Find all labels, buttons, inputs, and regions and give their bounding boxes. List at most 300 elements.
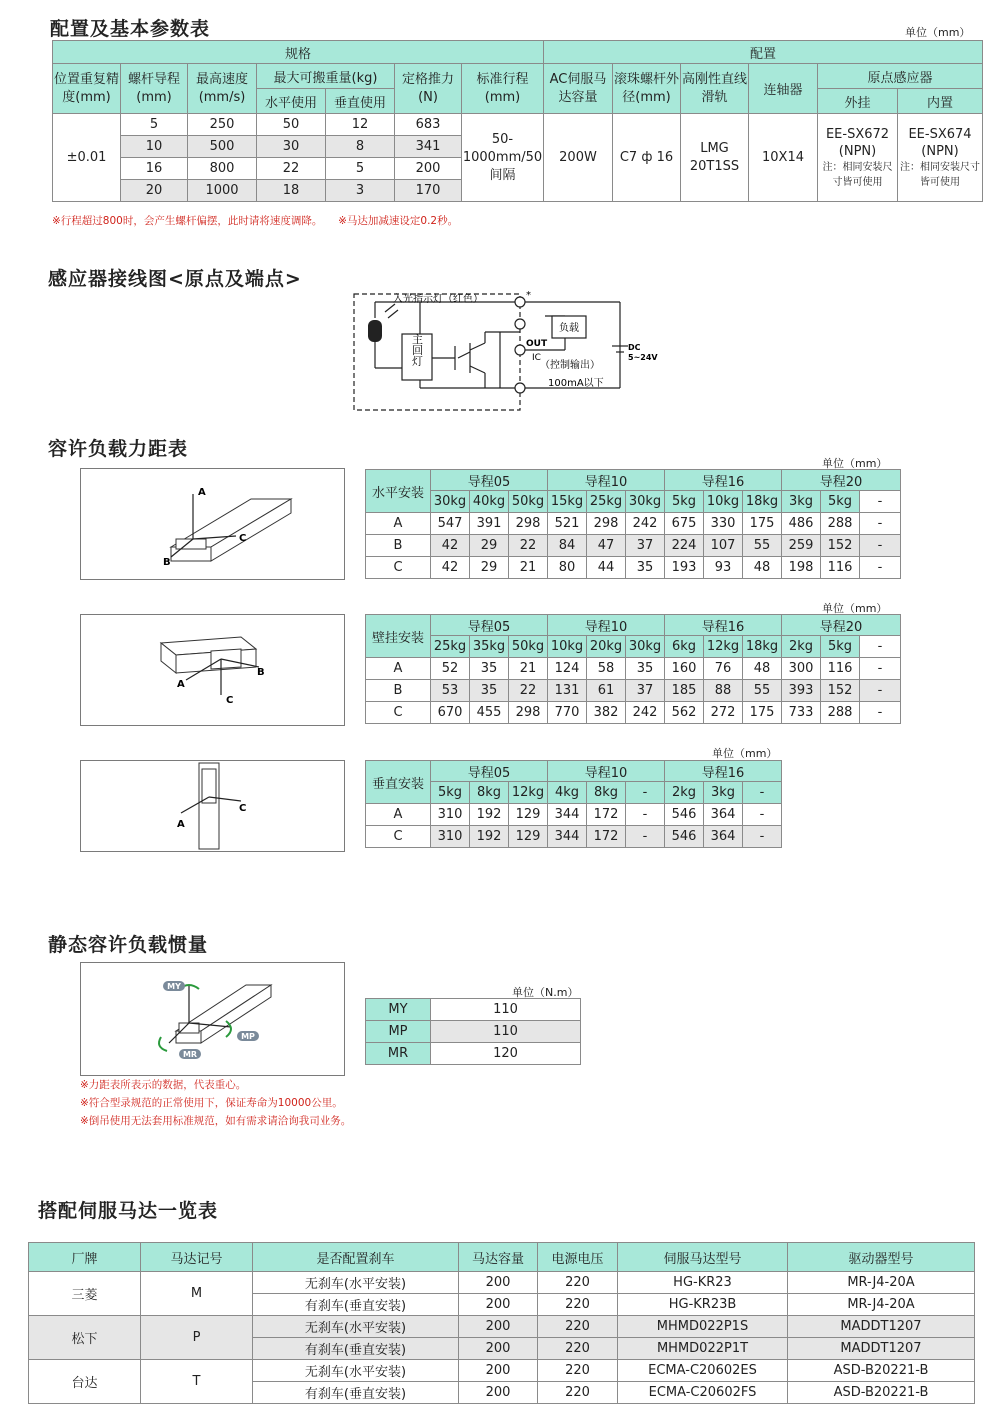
- thrust-cell: 683: [395, 114, 462, 136]
- moment-value: 116: [821, 557, 860, 579]
- weight-header: 4kg: [548, 782, 587, 804]
- ic-label: IC: [532, 353, 541, 363]
- weight-header: 12kg: [704, 636, 743, 658]
- speed-header: 最高速度(mm/s): [188, 64, 257, 114]
- motors-header: 厂牌: [29, 1243, 141, 1272]
- star-mark: *: [526, 290, 531, 301]
- moment-value: 192: [470, 804, 509, 826]
- spec-group-header: 规格: [53, 41, 544, 64]
- table-row: [366, 513, 901, 535]
- moment-value: 55: [743, 535, 782, 557]
- dash-cell: -: [860, 535, 901, 557]
- moment-value: 330: [704, 513, 743, 535]
- coupling-header: 连轴器: [749, 64, 818, 114]
- moment-value: 35: [626, 658, 665, 680]
- axis-c-label: C: [239, 533, 247, 544]
- horizontal-unit: 单位（mm）: [822, 457, 888, 470]
- moment-value: 391: [470, 513, 509, 535]
- motors-header: 驱动器型号: [788, 1243, 975, 1272]
- lead-header: 导程20: [782, 470, 901, 491]
- weight-header: 8kg: [470, 782, 509, 804]
- weight-header: 2kg: [665, 782, 704, 804]
- inertia-notes: [80, 1076, 351, 1130]
- moment-value: 42: [431, 557, 470, 579]
- lead-header: 导程10: [548, 470, 665, 491]
- motor-model-cell: ECMA-C20602FS: [618, 1382, 788, 1404]
- weight-header: 5kg: [431, 782, 470, 804]
- speed-cell: 800: [188, 158, 257, 180]
- stroke-value: 50-1000mm/50间隔: [462, 114, 544, 202]
- vertical-unit: 单位（mm）: [712, 747, 778, 760]
- row-label: A: [366, 658, 431, 680]
- row-label: A: [366, 804, 431, 826]
- moment-value: 172: [587, 804, 626, 826]
- weight-header: 50kg: [509, 636, 548, 658]
- guide-header: 高刚性直线滑轨: [681, 64, 749, 114]
- moment-value: 53: [431, 680, 470, 702]
- moment-value: 300: [782, 658, 821, 680]
- table-row: [366, 702, 901, 724]
- moment-value: 29: [470, 535, 509, 557]
- capacity-cell: 200: [459, 1316, 538, 1338]
- capacity-cell: 200: [459, 1360, 538, 1382]
- moment-value: 298: [509, 513, 548, 535]
- spec-table: [52, 40, 983, 202]
- weight-header: 6kg: [665, 636, 704, 658]
- weight-header: 3kg: [782, 491, 821, 513]
- lead-header: 导程16: [665, 761, 782, 782]
- moment-value: 116: [821, 658, 860, 680]
- moment-value: 670: [431, 702, 470, 724]
- dash-cell: -: [860, 702, 901, 724]
- dash-cell: -: [860, 557, 901, 579]
- brake-cell: 无刹车(水平安装): [253, 1316, 459, 1338]
- mount-label: 垂直安装: [366, 761, 431, 804]
- vertical-moment-table: [365, 760, 782, 848]
- moment-value: 35: [626, 557, 665, 579]
- thrust-cell: 200: [395, 158, 462, 180]
- axis-b-label: B: [163, 557, 171, 568]
- moment-value: 84: [548, 535, 587, 557]
- brake-cell: 无刹车(水平安装): [253, 1272, 459, 1294]
- moment-value: 393: [782, 680, 821, 702]
- motor-model-cell: MHMD022P1T: [618, 1338, 788, 1360]
- moment-value: 42: [431, 535, 470, 557]
- weight-header: 40kg: [470, 491, 509, 513]
- payload-header: 最大可搬重量(kg): [257, 64, 395, 89]
- dash-cell: -: [860, 636, 901, 658]
- voltage-cell: 220: [538, 1338, 618, 1360]
- moment-value: 52: [431, 658, 470, 680]
- dc-label: DC: [628, 343, 641, 352]
- weight-header: 10kg: [548, 636, 587, 658]
- moment-value: 259: [782, 535, 821, 557]
- inertia-title: 静态容许负载惯量: [48, 934, 209, 956]
- weight-header-row: [366, 491, 901, 513]
- motors-header: 是否配置刹车: [253, 1243, 459, 1272]
- motors-header-row: [29, 1243, 975, 1272]
- inertia-table: [365, 998, 581, 1065]
- moment-value: 55: [743, 680, 782, 702]
- motor-header: AC伺服马达容量: [544, 64, 613, 114]
- note-line: ※力距表所表示的数据，代表重心。: [80, 1079, 247, 1091]
- vertical-cell: 8: [326, 136, 395, 158]
- row-label: B: [366, 535, 431, 557]
- moment-value: 298: [587, 513, 626, 535]
- table-row: [366, 557, 901, 579]
- external-sensor: [818, 114, 898, 202]
- thrust-header: 定格推力(N): [395, 64, 462, 114]
- control-label: （控制输出）: [540, 360, 600, 371]
- table-row: [366, 999, 581, 1021]
- voltage-cell: 220: [538, 1360, 618, 1382]
- moment-value: 124: [548, 658, 587, 680]
- moment-value: 382: [587, 702, 626, 724]
- internal-model: EE-SX674: [908, 126, 972, 142]
- vertical-cell: 5: [326, 158, 395, 180]
- weight-header: 5kg: [665, 491, 704, 513]
- moment-value: 58: [587, 658, 626, 680]
- motors-header: 电源电压: [538, 1243, 618, 1272]
- brake-cell: 无刹车(水平安装): [253, 1360, 459, 1382]
- capacity-cell: 200: [459, 1338, 538, 1360]
- moment-value: 562: [665, 702, 704, 724]
- note-line: ※符合型录规范的正常使用下，保证寿命为10000公里。: [80, 1097, 343, 1109]
- internal-note: 注：相同安装尺寸皆可使用: [900, 161, 980, 188]
- row-label: C: [366, 702, 431, 724]
- moment-value: -: [743, 826, 782, 848]
- voltage-cell: 220: [538, 1272, 618, 1294]
- moment-value: 675: [665, 513, 704, 535]
- voltage-cell: 220: [538, 1316, 618, 1338]
- moment-value: -: [626, 826, 665, 848]
- moment-value: 47: [587, 535, 626, 557]
- inertia-value: 120: [431, 1043, 581, 1065]
- row-label: C: [366, 557, 431, 579]
- moment-value: 152: [821, 680, 860, 702]
- moment-value: 175: [743, 702, 782, 724]
- weight-header: 50kg: [509, 491, 548, 513]
- moment-value: 22: [509, 535, 548, 557]
- inertia-figure: [80, 962, 345, 1076]
- moment-value: 310: [431, 804, 470, 826]
- thrust-cell: 341: [395, 136, 462, 158]
- horizontal-cell: 18: [257, 180, 326, 202]
- table-row: [29, 1360, 975, 1382]
- lead-header: 导程05: [431, 615, 548, 636]
- weight-header: 10kg: [704, 491, 743, 513]
- moment-value: 547: [431, 513, 470, 535]
- moment-value: 35: [470, 680, 509, 702]
- weight-header: 35kg: [470, 636, 509, 658]
- weight-header: -: [743, 782, 782, 804]
- mount-label: 壁挂安装: [366, 615, 431, 658]
- motor-value: 200W: [544, 114, 613, 202]
- motor-model-cell: ECMA-C20602ES: [618, 1360, 788, 1382]
- motors-header: 伺服马达型号: [618, 1243, 788, 1272]
- moment-value: 521: [548, 513, 587, 535]
- moment-value: 546: [665, 804, 704, 826]
- axis-b-label: B: [257, 667, 265, 678]
- moment-value: -: [743, 804, 782, 826]
- moment-value: 37: [626, 535, 665, 557]
- moment-value: 44: [587, 557, 626, 579]
- moment-value: 272: [704, 702, 743, 724]
- mr-badge: MR: [182, 1050, 198, 1059]
- wall-mount-figure: [80, 614, 345, 726]
- table-row: [366, 826, 782, 848]
- axis-a-label: A: [198, 487, 206, 498]
- lead-header: 导程16: [665, 615, 782, 636]
- weight-header: 30kg: [626, 491, 665, 513]
- table-row: [366, 658, 901, 680]
- lead-header: 导程16: [665, 470, 782, 491]
- lead-header: 导程20: [782, 615, 901, 636]
- horizontal-cell: 22: [257, 158, 326, 180]
- moment-value: 21: [509, 557, 548, 579]
- thrust-cell: 170: [395, 180, 462, 202]
- lead-header: 导程05: [431, 761, 548, 782]
- current-label: 100mA以下: [548, 378, 604, 389]
- weight-header: 15kg: [548, 491, 587, 513]
- wall-moment-table: [365, 614, 901, 724]
- sensor-housing-outline: [354, 294, 520, 410]
- wiring-title: 感应器接线图<原点及端点>: [48, 268, 302, 290]
- row-label: C: [366, 826, 431, 848]
- weight-header: 5kg: [821, 636, 860, 658]
- coupling-value: 10X14: [749, 114, 818, 202]
- weight-header: 12kg: [509, 782, 548, 804]
- inertia-label: MR: [366, 1043, 431, 1065]
- voltage-cell: 220: [538, 1294, 618, 1316]
- moment-value: 76: [704, 658, 743, 680]
- vertical-header: 垂直使用: [326, 89, 395, 114]
- horizontal-cell: 30: [257, 136, 326, 158]
- moment-value: 21: [509, 658, 548, 680]
- moment-value: 160: [665, 658, 704, 680]
- weight-header: 5kg: [821, 491, 860, 513]
- driver-model-cell: MR-J4-20A: [788, 1294, 975, 1316]
- moment-value: 310: [431, 826, 470, 848]
- dash-cell: -: [860, 658, 901, 680]
- screw-value: C7 ф 16: [613, 114, 681, 202]
- moment-value: 172: [587, 826, 626, 848]
- motor-model-cell: HG-KR23B: [618, 1294, 788, 1316]
- config-group-header: 配置: [544, 41, 983, 64]
- row-label: A: [366, 513, 431, 535]
- table-row: [366, 680, 901, 702]
- moment-value: 455: [470, 702, 509, 724]
- horizontal-mount-figure: [80, 468, 345, 580]
- table-row: [29, 1316, 975, 1338]
- motor-code-cell: M: [141, 1272, 253, 1316]
- weight-header-row: [366, 636, 901, 658]
- wiring-diagram: [340, 288, 660, 416]
- table-row: [366, 535, 901, 557]
- spec-notes: ※行程超过800时，会产生螺杆偏摆，此时请将速度调降。 ※马达加减速设定0.2秒。: [52, 215, 459, 227]
- external-header: 外挂: [818, 89, 898, 114]
- lead-header: 导程10: [548, 615, 665, 636]
- brake-cell: 有刹车(垂直安装): [253, 1338, 459, 1360]
- internal-npn: (NPN): [921, 143, 959, 159]
- driver-model-cell: ASD-B20221-B: [788, 1360, 975, 1382]
- capacity-cell: 200: [459, 1272, 538, 1294]
- moment-value: 288: [821, 702, 860, 724]
- moment-value: 93: [704, 557, 743, 579]
- horizontal-header: 水平使用: [257, 89, 326, 114]
- moment-value: 107: [704, 535, 743, 557]
- table-row: [53, 114, 983, 136]
- external-model: EE-SX672: [825, 126, 890, 142]
- guide-value: LMG 20T1SS: [681, 114, 749, 202]
- driver-model-cell: ASD-B20221-B: [788, 1382, 975, 1404]
- horizontal-moment-table: [365, 469, 901, 579]
- spec-title: 配置及基本参数表: [50, 18, 211, 40]
- indicator-label: 入光指示灯（红色）: [393, 294, 483, 305]
- voltage-cell: 220: [538, 1382, 618, 1404]
- moment-value: 185: [665, 680, 704, 702]
- axis-c-label: C: [239, 803, 247, 814]
- moment-value: -: [626, 804, 665, 826]
- motors-table: [28, 1242, 975, 1404]
- brand-cell: 台达: [29, 1360, 141, 1404]
- spec-unit: 单位（mm）: [905, 26, 971, 39]
- vertical-cell: 12: [326, 114, 395, 136]
- main-circuit-label: 主回灯: [410, 333, 424, 367]
- internal-sensor: [898, 114, 983, 202]
- motor-code-cell: P: [141, 1316, 253, 1360]
- moment-value: 37: [626, 680, 665, 702]
- moment-value: 344: [548, 826, 587, 848]
- weight-header: 25kg: [587, 491, 626, 513]
- moment-value: 131: [548, 680, 587, 702]
- motors-header: 马达容量: [459, 1243, 538, 1272]
- speed-cell: 1000: [188, 180, 257, 202]
- motor-code-cell: T: [141, 1360, 253, 1404]
- moment-value: 88: [704, 680, 743, 702]
- inertia-label: MP: [366, 1021, 431, 1043]
- dash-cell: -: [860, 513, 901, 535]
- weight-header: 18kg: [743, 636, 782, 658]
- moment-value: 364: [704, 826, 743, 848]
- row-label: B: [366, 680, 431, 702]
- moment-title: 容许负载力距表: [48, 438, 189, 460]
- lead-header: 导程10: [548, 761, 665, 782]
- moment-value: 61: [587, 680, 626, 702]
- moment-value: 48: [743, 557, 782, 579]
- capacity-cell: 200: [459, 1294, 538, 1316]
- moment-value: 770: [548, 702, 587, 724]
- inertia-value: 110: [431, 999, 581, 1021]
- moment-value: 129: [509, 804, 548, 826]
- moment-value: 29: [470, 557, 509, 579]
- table-row: [366, 1043, 581, 1065]
- speed-cell: 500: [188, 136, 257, 158]
- out-label: OUT: [526, 339, 548, 349]
- moment-value: 288: [821, 513, 860, 535]
- internal-header: 内置: [898, 89, 983, 114]
- voltage-label: 5~24V: [628, 353, 658, 362]
- motors-header: 马达记号: [141, 1243, 253, 1272]
- axis-c-label: C: [226, 695, 234, 706]
- table-row: [29, 1272, 975, 1294]
- moment-value: 192: [470, 826, 509, 848]
- vertical-cell: 3: [326, 180, 395, 202]
- external-npn: (NPN): [838, 143, 877, 159]
- horizontal-cell: 50: [257, 114, 326, 136]
- moment-value: 35: [470, 658, 509, 680]
- moment-value: 129: [509, 826, 548, 848]
- moment-value: 175: [743, 513, 782, 535]
- speed-cell: 250: [188, 114, 257, 136]
- external-note: 注：相同安装尺寸皆可使用: [822, 161, 893, 188]
- motor-model-cell: MHMD022P1S: [618, 1316, 788, 1338]
- weight-header: 30kg: [626, 636, 665, 658]
- inertia-value: 110: [431, 1021, 581, 1043]
- moment-value: 344: [548, 804, 587, 826]
- vertical-mount-figure: [80, 760, 345, 852]
- brake-cell: 有刹车(垂直安装): [253, 1294, 459, 1316]
- moment-value: 152: [821, 535, 860, 557]
- moment-value: 733: [782, 702, 821, 724]
- lead-cell: 5: [121, 114, 188, 136]
- sensor-header: 原点感应器: [818, 64, 983, 89]
- weight-header: 30kg: [431, 491, 470, 513]
- table-row: [366, 804, 782, 826]
- moment-value: 80: [548, 557, 587, 579]
- note-line: ※倒吊使用无法套用标准规范，如有需求请洽询我司业务。: [80, 1115, 352, 1127]
- wall-unit: 单位（mm）: [822, 602, 888, 615]
- driver-model-cell: MADDT1207: [788, 1338, 975, 1360]
- brand-cell: 松下: [29, 1316, 141, 1360]
- weight-header: -: [626, 782, 665, 804]
- weight-header: 8kg: [587, 782, 626, 804]
- lead-header: 导程05: [431, 470, 548, 491]
- axis-a-label: A: [177, 819, 185, 830]
- moment-value: 486: [782, 513, 821, 535]
- weight-header: 25kg: [431, 636, 470, 658]
- driver-model-cell: MADDT1207: [788, 1316, 975, 1338]
- inertia-unit: 单位（N.m）: [512, 986, 579, 999]
- axis-a-label: A: [177, 679, 185, 690]
- lead-header: 螺杆导程(mm): [121, 64, 188, 114]
- moment-value: 198: [782, 557, 821, 579]
- lead-cell: 20: [121, 180, 188, 202]
- inertia-label: MY: [366, 999, 431, 1021]
- weight-header: 3kg: [704, 782, 743, 804]
- brand-cell: 三菱: [29, 1272, 141, 1316]
- moment-value: 193: [665, 557, 704, 579]
- dash-cell: -: [860, 680, 901, 702]
- stroke-header: 标准行程(mm): [462, 64, 544, 114]
- weight-header: 2kg: [782, 636, 821, 658]
- load-label: 负载: [559, 323, 579, 334]
- table-row: [366, 1021, 581, 1043]
- moment-value: 546: [665, 826, 704, 848]
- weight-header: 20kg: [587, 636, 626, 658]
- motors-title: 搭配伺服马达一览表: [38, 1200, 219, 1222]
- moment-value: 242: [626, 702, 665, 724]
- lead-cell: 10: [121, 136, 188, 158]
- my-badge: MY: [167, 982, 181, 991]
- mp-badge: MP: [241, 1032, 255, 1041]
- mount-label: 水平安装: [366, 470, 431, 513]
- moment-value: 242: [626, 513, 665, 535]
- moment-value: 48: [743, 658, 782, 680]
- dash-cell: -: [860, 491, 901, 513]
- weight-header: 18kg: [743, 491, 782, 513]
- lead-cell: 16: [121, 158, 188, 180]
